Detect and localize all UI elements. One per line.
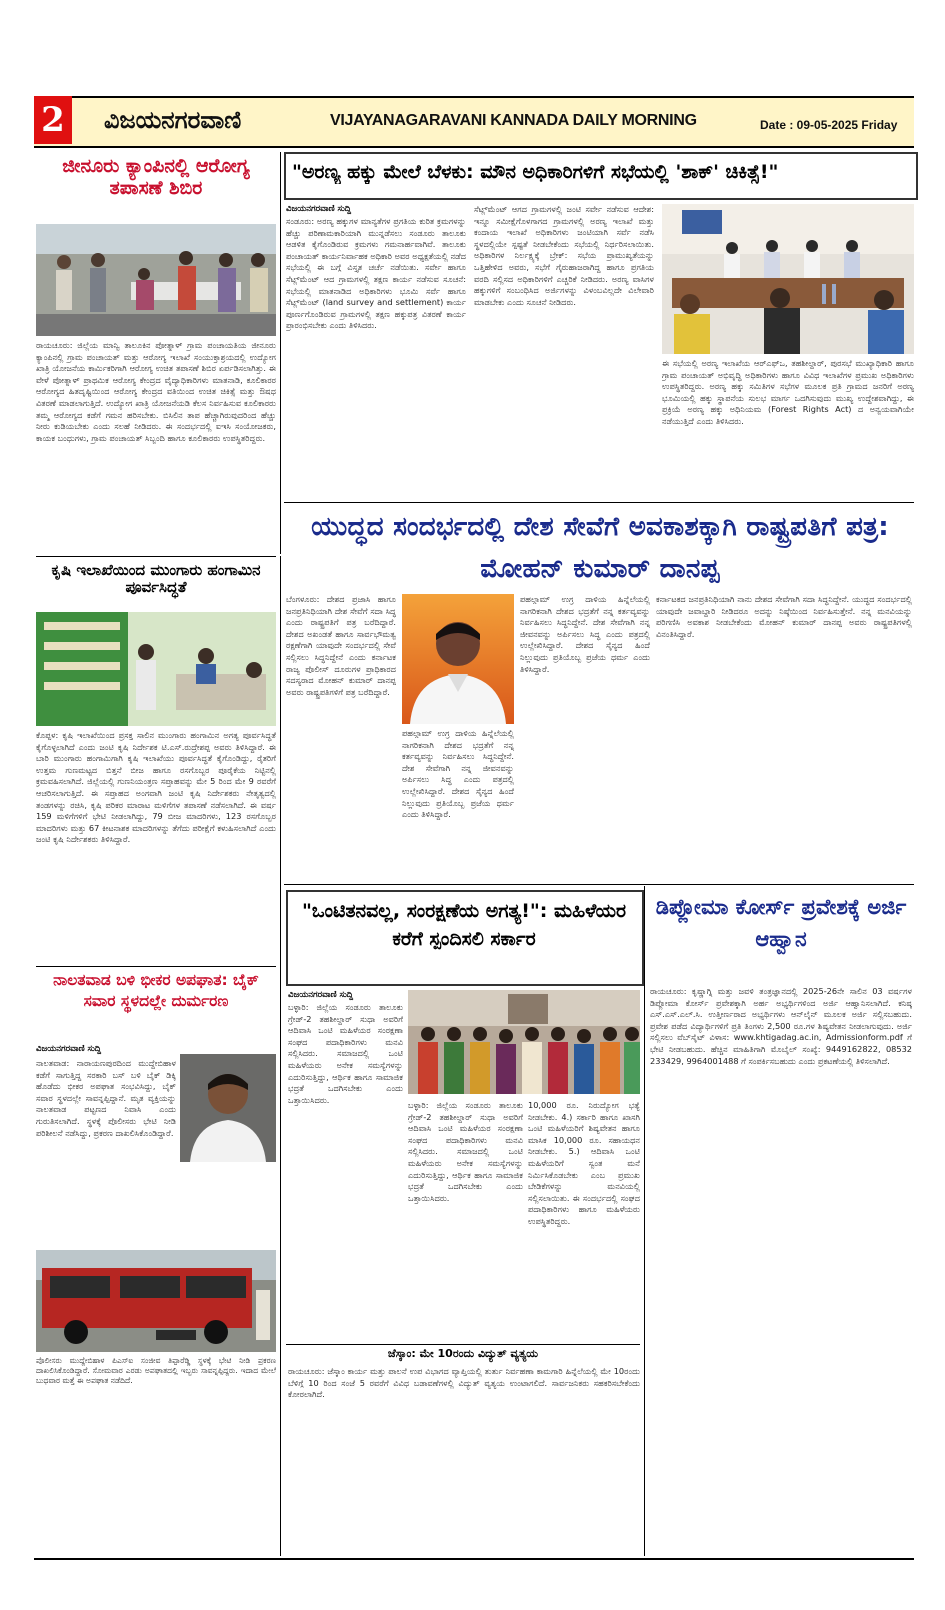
article1-photo bbox=[36, 224, 276, 336]
masthead-rule bbox=[34, 146, 914, 148]
article1-body: ರಾಯಚೂರು: ಜಿಲ್ಲೆಯ ಮಾನ್ವಿ ತಾಲೂಕಿನ ಪೋತ್ನಾಳ್ ಗ್ರಾಮ ಪಂಚಾಯತಿಯ ಜೀನೂರು ಕ್ಯಾಂಪಿನಲ್ಲಿ ಗ್ರಾಮ ಪಂಚಾಯತ್ ಮತ್ತು ಆರೋಗ್ಯ ಇಲಾಖೆ ಸಂಯುಕ್ತಾಶ್ರಯದಲ್ಲಿ ಉದ್ಯೋಗ ಖಾತ್ರಿ ಯೋಜನೆಯ ಕಾರ್ಮಿಕರಿಗಾಗಿ ಆರೋಗ್ಯ ಉಚಿತ ತಪಾಸಣೆ ಶಿಬಿರ ಏರ್ಪಡಿಸಲಾಗಿತ್ತು. ಈ ವೇಳೆ ಪೋತ್ನಾಳ್ ಪ್ರಾಥಮಿಕ ಆರೋಗ್ಯ ಕೇಂದ್ರದ ವೈದ್ಯಾಧಿಕಾರಿಗಳು ಮಾತನಾಡಿ, ಕೂಲಿಕಾರರ ಆರೋಗ್ಯದ ಹಿತದೃಷ್ಟಿಯಿಂದ ಆರೋಗ್ಯ ಕೇಂದ್ರದ ವತಿಯಿಂದ ಉಚಿತ ಚಿಕಿತ್ಸೆ ಮತ್ತು ಔಷಧ ವಿತರಣೆ ಮಾಡಲಾಗುತ್ತಿದೆ. ಉದ್ಯೋಗ ಖಾತ್ರಿ ಯೋಜನೆಯಡಿ ಕೆಲಸ ನಿರ್ವಹಿಸುವ ಕೂಲಿಕಾರರು ತಮ್ಮ ಆರೋಗ್ಯದ ಕಡೆಗೆ ಗಮನ ಹರಿಸಬೇಕು. ಬಿಸಿಲಿನ ತಾಪ ಹೆಚ್ಚಾಗಿರುವುದರಿಂದ ಹೆಚ್ಚು ನೀರು ಕುಡಿಯಬೇಕು ಎಂದು ಸಲಹೆ ನೀಡಿದರು. ಈ ಸಂದರ್ಭದಲ್ಲಿ ಐಇಸಿ ಸಂಯೋಜಕರು, ಕಾಯಕ ಬಂಧುಗಳು, ಗ್ರಾಮ ಪಂಚಾಯತ್ ಸಿಬ್ಬಂದಿ ಹಾಗೂ ಕೂಲಿಕಾರರು ಉಪಸ್ಥಿತರಿದ್ದರು. bbox=[36, 340, 276, 443]
article6-subhead: ಜೆಸ್ಕಾಂ: ಮೇ 10ರಂದು ವಿದ್ಯುತ್ ವ್ಯತ್ಯಯ bbox=[387, 1347, 539, 1360]
article5-headline: ಯುದ್ಧದ ಸಂದರ್ಭದಲ್ಲಿ ದೇಶ ಸೇವೆಗೆ ಅವಕಾಶಕ್ಕಾಗಿ ರಾಷ್ಟ್ರಪತಿಗೆ ಪತ್ರ: ಮೋಹನ್ ಕುಮಾರ್ ದಾನಪ್ಪ bbox=[311, 512, 889, 584]
article6-photo bbox=[408, 990, 640, 1094]
article3-portrait bbox=[180, 1054, 276, 1162]
article3-caption: ಪೊಲೀಸರು ಮುದ್ದೇಬಿಹಾಳ ಪಿಎಸ್ಐ ಸಂಜೀವ ತಿಪ್ಪಾರೆಡ್ಡಿ ಸ್ಥಳಕ್ಕೆ ಭೇಟಿ ನೀಡಿ ಪ್ರಕರಣ ದಾಖಲಿಸಿಕೊಂಡಿದ್ದಾರೆ. ಸೋಮವಾರ ಎರಡು ಅಪಘಾತದಲ್ಲಿ ಇಬ್ಬರು ಸಾವನ್ನಪ್ಪಿದ್ದರು. ಇದಾದ ಮೇಲೆ ಬುಧವಾರ ಮತ್ತೆ ಈ ಅಪಘಾತ ನಡೆದಿದೆ. bbox=[36, 1356, 276, 1385]
column-divider bbox=[280, 152, 281, 554]
article4-col3: ಈ ಸಭೆಯಲ್ಲಿ ಅರಣ್ಯ ಇಲಾಖೆಯ ಆರ್‌ಎಫ್‌ಒ, ತಹಶೀಲ್ದಾರ್, ಪುರಸಭೆ ಮುಖ್ಯಾಧಿಕಾರಿ ಹಾಗೂ ಗ್ರಾಮ ಪಂಚಾಯತ್ ಅಭಿವೃದ್ಧಿ ಅಧಿಕಾರಿಗಳು ಹಾಗೂ ವಿವಿಧ ಇಲಾಖೆಗಳ ಪ್ರಮುಖ ಅಧಿಕಾರಿಗಳು ಉಪಸ್ಥಿತರಿದ್ದರು. ಅರಣ್ಯ ಹಕ್ಕು ಸಮಿತಿಗಳ ಸಭೆಗಳ ಮೂಲಕ ಪ್ರತಿ ಗ್ರಾಮದ ಜನರಿಗೆ ಅರಣ್ಯ ಭೂಮಿಯಲ್ಲಿ ಹಕ್ಕು ಸ್ಥಾಪನೆಯ ಸುಲಭ ಮಾರ್ಗ ಒದಗಿಸುವುದು ಮುಖ್ಯ ಉದ್ದೇಶವಾಗಿದ್ದು, ಈ ಪ್ರಕ್ರಿಯೆ ಅರಣ್ಯ ಹಕ್ಕು ಅಧಿನಿಯಮ (Forest Rights Act) ದ ಅನ್ವಯವಾಗಿಯೇ ನಡೆಯುತ್ತಿದೆ ಎಂದು ತಿಳಿಸಿದರು. bbox=[662, 358, 914, 426]
article4-byline: ವಿಜಯನಗರವಾಣಿ ಸುದ್ದಿ bbox=[286, 204, 352, 214]
column-divider bbox=[280, 556, 281, 1556]
article4-headline: "ಅರಣ್ಯ ಹಕ್ಕು ಮೇಲೆ ಬೆಳಕು: ಮೌನ ಅಧಿಕಾರಿಗಳಿಗೆ ಸಭೆಯಲ್ಲಿ 'ಶಾಕ್' ಚಿಕಿತ್ಸೆ!" bbox=[292, 162, 779, 183]
article5-col2b: ಪಹಲ್ಗಾಮ್ ಉಗ್ರ ದಾಳಿಯ ಹಿನ್ನೆಲೆಯಲ್ಲಿ ನಾಗರಿಕನಾಗಿ ದೇಶದ ಭದ್ರತೆಗೆ ನನ್ನ ಕರ್ತವ್ಯವನ್ನು ನಿರ್ವಹಿಸಲು ಸಿದ್ಧನಿದ್ದೇನೆ. ದೇಶ ಸೇವೆಗಾಗಿ ನನ್ನ ಜೀವನವನ್ನು ಅರ್ಪಿಸಲು ಸಿದ್ಧ ಎಂದು ಪತ್ರದಲ್ಲಿ ಉಲ್ಲೇಖಿಸಿದ್ದಾರೆ. ದೇಶದ ಸೈನ್ಯದ ಹಿಂದೆ ನಿಲ್ಲುವುದು ಪ್ರತಿಯೊಬ್ಬ ಪ್ರಜೆಯ ಧರ್ಮ ಎಂದು ತಿಳಿಸಿದ್ದಾರೆ. bbox=[520, 594, 650, 674]
article3-headline: ನಾಲತವಾಡ ಬಳಿ ಭೀಕರ ಅಪಘಾತ: ಬೈಕ್ ಸವಾರ ಸ್ಥಳದಲ್ಲೇ ದುರ್ಮರಣ bbox=[53, 971, 259, 1010]
issue-date: Date : 09-05-2025 Friday bbox=[760, 118, 898, 132]
section-divider bbox=[36, 556, 276, 557]
section-divider bbox=[36, 966, 276, 967]
section-divider bbox=[284, 502, 914, 503]
article6-headline: "ಒಂಟಿತನವಲ್ಲ, ಸಂರಕ್ಷಣೆಯ ಅಗತ್ಯ!": ಮಹಿಳೆಯರ ಕರೆಗೆ ಸ್ಪಂದಿಸಲಿ ಸರ್ಕಾರ bbox=[301, 900, 627, 950]
article5-col2: ಪಹಲ್ಗಾಮ್ ಉಗ್ರ ದಾಳಿಯ ಹಿನ್ನೆಲೆಯಲ್ಲಿ ನಾಗರಿಕನಾಗಿ ದೇಶದ ಭದ್ರತೆಗೆ ನನ್ನ ಕರ್ತವ್ಯವನ್ನು ನಿರ್ವಹಿಸಲು ಸಿದ್ಧನಿದ್ದೇನೆ. ದೇಶ ಸೇವೆಗಾಗಿ ನನ್ನ ಜೀವನವನ್ನು ಅರ್ಪಿಸಲು ಸಿದ್ಧ ಎಂದು ಪತ್ರದಲ್ಲಿ ಉಲ್ಲೇಖಿಸಿದ್ದಾರೆ. ದೇಶದ ಸೈನ್ಯದ ಹಿಂದೆ ನಿಲ್ಲುವುದು ಪ್ರತಿಯೊಬ್ಬ ಪ್ರಜೆಯ ಧರ್ಮ ಎಂದು ತಿಳಿಸಿದ್ದಾರೆ. bbox=[402, 728, 514, 820]
article6-byline: ವಿಜಯನಗರವಾಣಿ ಸುದ್ದಿ bbox=[288, 990, 354, 1000]
article7-body: ರಾಯಚೂರು: ಕೃಷ್ಣಾಗ್ನಿ ಮತ್ತು ಜವಳಿ ತಂತ್ರಜ್ಞಾನದಲ್ಲಿ 2025-26ನೇ ಸಾಲಿನ 03 ವರ್ಷಗಳ ಡಿಪ್ಲೋಮಾ ಕೋರ್ಸ್ ಪ್ರವೇಶಕ್ಕಾಗಿ ಅರ್ಹ ಅಭ್ಯರ್ಥಿಗಳಿಂದ ಅರ್ಜಿ ಆಹ್ವಾನಿಸಲಾಗಿದೆ. ಕನಿಷ್ಠ ಎಸ್.ಎಸ್.ಎಲ್.ಸಿ. ಉತ್ತೀರ್ಣರಾದ ಅಭ್ಯರ್ಥಿಗಳು ಆನ್‌ಲೈನ್ ಮೂಲಕ ಅರ್ಜಿ ಸಲ್ಲಿಸಬಹುದು. ಪ್ರವೇಶ ಪಡೆದ ವಿದ್ಯಾರ್ಥಿಗಳಿಗೆ ಪ್ರತಿ ತಿಂಗಳು 2,500 ರೂ.ಗಳ ಶಿಷ್ಯವೇತನ ನೀಡಲಾಗುವುದು. ಅರ್ಜಿ ಸಲ್ಲಿಸಲು ವೆಬ್‌ಸೈಟ್ ವಿಳಾಸ: www.khtigadag.ac.in, Admissionform.pdf ಗೆ ಭೇಟಿ ನೀಡಬಹುದು. ಹೆಚ್ಚಿನ ಮಾಹಿತಿಗಾಗಿ ಮೊಬೈಲ್ ಸಂಖ್ಯೆ: 9449162822, 08532 233429, 9964001488 ಗೆ ಸಂಪರ್ಕಿಸಬಹುದು ಎಂದು ಪ್ರಕಟಣೆಯಲ್ಲಿ ತಿಳಿಸಲಾಗಿದೆ. bbox=[650, 986, 912, 1066]
article6-col1b: ಬಳ್ಳಾರಿ: ಜಿಲ್ಲೆಯ ಸಂಡೂರು ತಾಲೂಕು ಗ್ರೇಡ್-2 ತಹಶೀಲ್ದಾರ್ ಸುಧಾ ಅವರಿಗೆ ಆದಿವಾಸಿ ಒಂಟಿ ಮಹಿಳೆಯರ ಸಂರಕ್ಷಣಾ ಸಂಘದ ಪದಾಧಿಕಾರಿಗಳು ಮನವಿ ಸಲ್ಲಿಸಿದರು. ಸಮಾಜದಲ್ಲಿ ಒಂಟಿ ಮಹಿಳೆಯರು ಅನೇಕ ಸಮಸ್ಯೆಗಳನ್ನು ಎದುರಿಸುತ್ತಿದ್ದು, ಆರ್ಥಿಕ ಹಾಗೂ ಸಾಮಾಜಿಕ ಭದ್ರತೆ ಒದಗಿಸಬೇಕು ಎಂದು ಒತ್ತಾಯಿಸಿದರು. bbox=[408, 1100, 523, 1203]
article4-col2: ಸೆಟ್ಲ್‌ಮೆಂಟ್ ಆಗದ ಗ್ರಾಮಗಳಲ್ಲಿ ಜಂಟಿ ಸರ್ವೇ ನಡೆಸುವ ಆದೇಶ: ಇನ್ನೂ ಸಮೀಕ್ಷೆಗೊಳಗಾಗದ ಗ್ರಾಮಗಳಲ್ಲಿ ಅರಣ್ಯ ಇಲಾಖೆ ಮತ್ತು ಕಂದಾಯ ಇಲಾಖೆ ಅಧಿಕಾರಿಗಳು ಜಂಟಿಯಾಗಿ ಸರ್ವೆ ನಡೆಸಿ ಸ್ಥಳದಲ್ಲಿಯೇ ಸ್ಪಷ್ಟತೆ ನೀಡಬೇಕೆಂದು ಸಭೆಯಲ್ಲಿ ನಿರ್ಧರಿಸಲಾಯಿತು. ಅಧಿಕಾರಿಗಳ ನಿರ್ಲಕ್ಷ್ಯಕ್ಕೆ ಬ್ರೇಕ್: ಸಭೆಯ ಪ್ರಾಮುಖ್ಯತೆಯನ್ನು ಒತ್ತಿಹೇಳಿದ ಅವರು, ಸಭೆಗೆ ಗೈರುಹಾಜರಾಗಿದ್ದ ಹಾಗೂ ಪ್ರಗತಿಯ ವರದಿ ಸಲ್ಲಿಸದ ಅಧಿಕಾರಿಗಳಿಗೆ ಎಚ್ಚರಿಕೆ ನೀಡಿದರು. ಅರಣ್ಯ ವಾಸಿಗಳ ಹಕ್ಕುಗಳಿಗೆ ಸಂಬಂಧಿಸಿದ ಅರ್ಜಿಗಳನ್ನು ವಿಳಂಬವಿಲ್ಲದೇ ವಿಲೇವಾರಿ ಮಾಡಬೇಕು ಎಂದು ಸೂಚನೆ ನೀಡಿದರು. bbox=[474, 204, 654, 307]
article6-col1: ಬಳ್ಳಾರಿ: ಜಿಲ್ಲೆಯ ಸಂಡೂರು ತಾಲೂಕು ಗ್ರೇಡ್-2 ತಹಶೀಲ್ದಾರ್ ಸುಧಾ ಅವರಿಗೆ ಆದಿವಾಸಿ ಒಂಟಿ ಮಹಿಳೆಯರ ಸಂರಕ್ಷಣಾ ಸಂಘದ ಪದಾಧಿಕಾರಿಗಳು ಮನವಿ ಸಲ್ಲಿಸಿದರು. ಸಮಾಜದಲ್ಲಿ ಒಂಟಿ ಮಹಿಳೆಯರು ಅನೇಕ ಸಮಸ್ಯೆಗಳನ್ನು ಎದುರಿಸುತ್ತಿದ್ದು, ಆರ್ಥಿಕ ಹಾಗೂ ಸಾಮಾಜಿಕ ಭದ್ರತೆ ಒದಗಿಸಬೇಕು ಎಂದು ಒತ್ತಾಯಿಸಿದರು. bbox=[288, 1002, 403, 1105]
article2-body: ಕೊಪ್ಪಳ: ಕೃಷಿ ಇಲಾಖೆಯಿಂದ ಪ್ರಸಕ್ತ ಸಾಲಿನ ಮುಂಗಾರು ಹಂಗಾಮಿನ ಅಗತ್ಯ ಪೂರ್ವಸಿದ್ಧತೆ ಕೈಗೊಳ್ಳಲಾಗಿದೆ ಎಂದು ಜಂಟಿ ಕೃಷಿ ನಿರ್ದೇಶಕ ಟಿ.ಎಸ್.ರುದ್ರೇಶಪ್ಪ ಅವರು ತಿಳಿಸಿದ್ದಾರೆ. ಈ ಬಾರಿ ಮುಂಗಾರು ಹಂಗಾಮಿಗಾಗಿ ಕೃಷಿ ಇಲಾಖೆಯು ಪೂರ್ವಸಿದ್ಧತೆ ಕೈಗೊಂಡಿದ್ದು, ರೈತರಿಗೆ ಉತ್ತಮ ಗುಣಮಟ್ಟದ ಬಿತ್ತನೆ ಬೀಜ ಹಾಗೂ ರಸಗೊಬ್ಬರ ಪೂರೈಕೆಯ ನಿಟ್ಟಿನಲ್ಲಿ ಕ್ರಮವಹಿಸಲಾಗಿದೆ. ಜಿಲ್ಲೆಯಲ್ಲಿ ಗುಣನಿಯಂತ್ರಣ ಸಪ್ತಾಹವನ್ನು ಮೇ 5 ರಿಂದ ಮೇ 9 ರವರೆಗೆ ಆಚರಿಸಲಾಗುತ್ತಿದೆ. ಈ ಸಪ್ತಾಹದ ಅಂಗವಾಗಿ ಜಂಟಿ ಕೃಷಿ ನಿರ್ದೇಶಕರು ನೇತೃತ್ವದಲ್ಲಿ ತಂಡಗಳನ್ನು ರಚಿಸಿ, ಕೃಷಿ ಪರಿಕರ ಮಾರಾಟ ಮಳಿಗೆಗಳ ತಪಾಸಣೆ ನಡೆಸಲಾಗಿದೆ. ಈ ವರ್ಷ 159 ಮಳಿಗೆಗಳಿಗೆ ಭೇಟಿ ನೀಡಲಾಗಿದ್ದು, 79 ಬೀಜ ಮಾದರಿಗಳು, 123 ರಸಗೊಬ್ಬರ ಮಾದರಿಗಳು ಮತ್ತು 67 ಕೀಟನಾಶಕ ಮಾದರಿಗಳನ್ನು ತೆಗೆದು ಪರೀಕ್ಷೆಗೆ ಕಳುಹಿಸಲಾಗಿದೆ ಎಂದು ಜಂಟಿ ಕೃಷಿ ನಿರ್ದೇಶಕರು ತಿಳಿಸಿದ್ದಾರೆ. bbox=[36, 730, 276, 845]
column-divider bbox=[644, 886, 645, 1556]
newspaper-name-kannada: ವಿಜಯನಗರವಾಣಿ bbox=[104, 106, 242, 134]
page-bottom-rule bbox=[34, 1558, 914, 1560]
section-divider bbox=[286, 1344, 640, 1345]
article2-photo bbox=[36, 612, 276, 726]
article5-col1: ಬೆಂಗಳೂರು: ದೇಶದ ಪ್ರಜಾಸಿ ಹಾಗೂ ಜನಪ್ರತಿನಿಧಿಯಾಗಿ ದೇಶ ಸೇವೆಗೆ ಸದಾ ಸಿದ್ಧ ಎಂದು ರಾಷ್ಟ್ರಪತಿಗೆ ಪತ್ರ ಬರೆದಿದ್ದಾರೆ. ದೇಶದ ಅಖಂಡತೆ ಹಾಗೂ ಸಾರ್ವಭೌಮತ್ವ ರಕ್ಷಣೆಗಾಗಿ ಯಾವುದೇ ಸಂದರ್ಭದಲ್ಲಿ ಸೇವೆ ಸಲ್ಲಿಸಲು ಸಿದ್ಧನಿದ್ದೇನೆ ಎಂದು ಕರ್ನಾಟಕ ರಾಜ್ಯ ಪೊಲೀಸ್ ದೂರುಗಳ ಪ್ರಾಧಿಕಾರದ ಸದಸ್ಯರಾದ ಮೋಹನ್ ಕುಮಾರ್ ದಾನಪ್ಪ ಅವರು ರಾಷ್ಟ್ರಪತಿಗಳಿಗೆ ಪತ್ರ ಬರೆದಿದ್ದಾರೆ. bbox=[286, 594, 396, 697]
article4-photo bbox=[662, 204, 914, 354]
article5-portrait bbox=[402, 594, 514, 724]
article3-byline: ವಿಜಯನಗರವಾಣಿ ಸುದ್ದಿ bbox=[36, 1044, 102, 1054]
article1-headline: ಜೀನೂರು ಕ್ಯಾಂಪಿನಲ್ಲಿ ಆರೋಗ್ಯ ತಪಾಸಣೆ ಶಿಬಿರ bbox=[62, 155, 250, 199]
article7-headline: ಡಿಪ್ಲೋಮಾ ಕೋರ್ಸ್ ಪ್ರವೇಶಕ್ಕೆ ಅರ್ಜಿ ಆಹ್ವಾನ bbox=[655, 895, 907, 951]
article5-col3: ಕರ್ನಾಟಕದ ಜನಪ್ರತಿನಿಧಿಯಾಗಿ ನಾನು ದೇಶದ ಸೇವೆಗಾಗಿ ಸದಾ ಸಿದ್ಧನಿದ್ದೇನೆ. ಯುದ್ಧದ ಸಂದರ್ಭದಲ್ಲಿ ಯಾವುದೇ ಜವಾಬ್ದಾರಿ ನೀಡಿದರೂ ಅದನ್ನು ನಿಷ್ಠೆಯಿಂದ ನಿರ್ವಹಿಸುತ್ತೇನೆ. ನನ್ನ ಮನವಿಯನ್ನು ಪರಿಗಣಿಸಿ ಅವಕಾಶ ನೀಡಬೇಕೆಂದು ಮೋಹನ್ ಕುಮಾರ್ ದಾನಪ್ಪ ಅವರು ರಾಷ್ಟ್ರಪತಿಗಳಲ್ಲಿ ವಿನಂತಿಸಿದ್ದಾರೆ. bbox=[656, 594, 912, 639]
article6-col2: 10,000 ರೂ. ನಿರುದ್ಯೋಗ ಭತ್ಯೆ ನೀಡಬೇಕು. 4.) ಸರ್ಕಾರಿ ಹಾಗೂ ಖಾಸಗಿ ಒಂಟಿ ಮಹಿಳೆಯರಿಗೆ ಶಿಷ್ಯವೇತನ ಹಾಗೂ ಮಾಸಿಕ 10,000 ರೂ. ಸಹಾಯಧನ ನೀಡಬೇಕು. 5.) ಆದಿವಾಸಿ ಒಂಟಿ ಮಹಿಳೆಯರಿಗೆ ಸ್ವಂತ ಮನೆ ನಿರ್ಮಿಸಿಕೊಡಬೇಕು ಎಂಬ ಪ್ರಮುಖ ಬೇಡಿಕೆಗಳನ್ನು ಮನವಿಯಲ್ಲಿ ಸಲ್ಲಿಸಲಾಯಿತು. ಈ ಸಂದರ್ಭದಲ್ಲಿ ಸಂಘದ ಪದಾಧಿಕಾರಿಗಳು ಹಾಗೂ ಮಹಿಳೆಯರು ಉಪಸ್ಥಿತರಿದ್ದರು. bbox=[528, 1100, 640, 1226]
newspaper-name-english: VIJAYANAGARAVANI KANNADA DAILY MORNING bbox=[330, 112, 697, 129]
section-divider bbox=[284, 884, 914, 885]
article2-headline: ಕೃಷಿ ಇಲಾಖೆಯಿಂದ ಮುಂಗಾರು ಹಂಗಾಮಿನ ಪೂರ್ವಸಿದ್ಧತೆ bbox=[51, 561, 261, 597]
article4-col1: ಸಂಡೂರು: ಅರಣ್ಯ ಹಕ್ಕುಗಳ ಮಾನ್ಯತೆಗಳ ಪ್ರಗತಿಯ ಕುರಿತ ಕ್ರಮಗಳನ್ನು ಹೆಚ್ಚು ಪರಿಣಾಮಕಾರಿಯಾಗಿ ಮುನ್ನಡೆಸಲು ಸಂಡೂರು ತಾಲೂಕು ಆಡಳಿತ ಕೈಗೊಂಡಿರುವ ಕ್ರಮಗಳು ಗಮನಾರ್ಹವಾಗಿವೆ. ತಾಲೂಕು ಪಂಚಾಯತ್ ಕಾರ್ಯನಿರ್ವಾಹಕ ಅಧಿಕಾರಿ ಅವರ ಅಧ್ಯಕ್ಷತೆಯಲ್ಲಿ ನಡೆದ ಸಭೆಯಲ್ಲಿ ಈ ಬಗ್ಗೆ ವಿಸ್ತೃತ ಚರ್ಚೆ ನಡೆಯಿತು. ಸರ್ವೇ ಹಾಗೂ ಸೆಟ್ಲ್‌ಮೆಂಟ್ ಆದ ಗ್ರಾಮಗಳಲ್ಲಿ ತಕ್ಷಣ ಕಾರ್ಯ ನಡೆಸುವ ಸೂಚನೆ: ಸಭೆಯಲ್ಲಿ ಮಾತನಾಡಿದ ಅಧಿಕಾರಿಗಳು ಭೂಮಿ ಸರ್ವೆ ಹಾಗೂ ಸೆಟ್ಲ್‌ಮೆಂಟ್ (land survey and settlement) ಕಾರ್ಯ ಪೂರ್ಣಗೊಂಡಿರುವ ಗ್ರಾಮಗಳಲ್ಲಿ ತಕ್ಷಣ ಹಕ್ಕುಪತ್ರ ವಿತರಣೆ ಕಾರ್ಯ ಪ್ರಾರಂಭಿಸಬೇಕು ಎಂದು ತಿಳಿಸಿದರು. bbox=[286, 216, 466, 331]
article3-body: ನಾಲತವಾಡ: ನಾರಾಯಣಪುರದಿಂದ ಮುದ್ದೇಬಿಹಾಳ ಕಡೆಗೆ ಸಾಗುತ್ತಿದ್ದ ಸರಕಾರಿ ಬಸ್ ಬಳಿ ಬೈಕ್ ಡಿಕ್ಕಿ ಹೊಡೆದು ಭೀಕರ ಅಪಘಾತ ಸಂಭವಿಸಿದ್ದು, ಬೈಕ್ ಸವಾರ ಸ್ಥಳದಲ್ಲೇ ಸಾವನ್ನಪ್ಪಿದ್ದಾನೆ. ಮೃತ ವ್ಯಕ್ತಿಯನ್ನು ನಾಲತವಾಡ ಪಟ್ಟಣದ ನಿವಾಸಿ ಎಂದು ಗುರುತಿಸಲಾಗಿದೆ. ಸ್ಥಳಕ್ಕೆ ಪೊಲೀಸರು ಭೇಟಿ ನೀಡಿ ಪರಿಶೀಲನೆ ನಡೆಸಿದ್ದು, ಪ್ರಕರಣ ದಾಖಲಿಸಿಕೊಂಡಿದ್ದಾರೆ. bbox=[36, 1058, 176, 1138]
article3-photo bbox=[36, 1250, 276, 1352]
page-number: 2 bbox=[34, 96, 72, 144]
article6-sub-body: ರಾಯಚೂರು: ಜೆಸ್ಕಾಂ ಕಾರ್ಯ ಮತ್ತು ಪಾಲನೆ ಉಪ ವಿಭಾಗದ ವ್ಯಾಪ್ತಿಯಲ್ಲಿ ತುರ್ತು ನಿರ್ವಹಣಾ ಕಾಮಗಾರಿ ಹಿನ್ನೆಲೆಯಲ್ಲಿ ಮೇ 10ರಂದು ಬೆಳಿಗ್ಗೆ 10 ರಿಂದ ಸಂಜೆ 5 ರವರೆಗೆ ವಿವಿಧ ಬಡಾವಣೆಗಳಲ್ಲಿ ವಿದ್ಯುತ್ ವ್ಯತ್ಯಯ ಉಂಟಾಗಲಿದೆ. ಸಾರ್ವಜನಿಕರು ಸಹಕರಿಸಬೇಕೆಂದು ಕೋರಲಾಗಿದೆ. bbox=[288, 1366, 640, 1400]
